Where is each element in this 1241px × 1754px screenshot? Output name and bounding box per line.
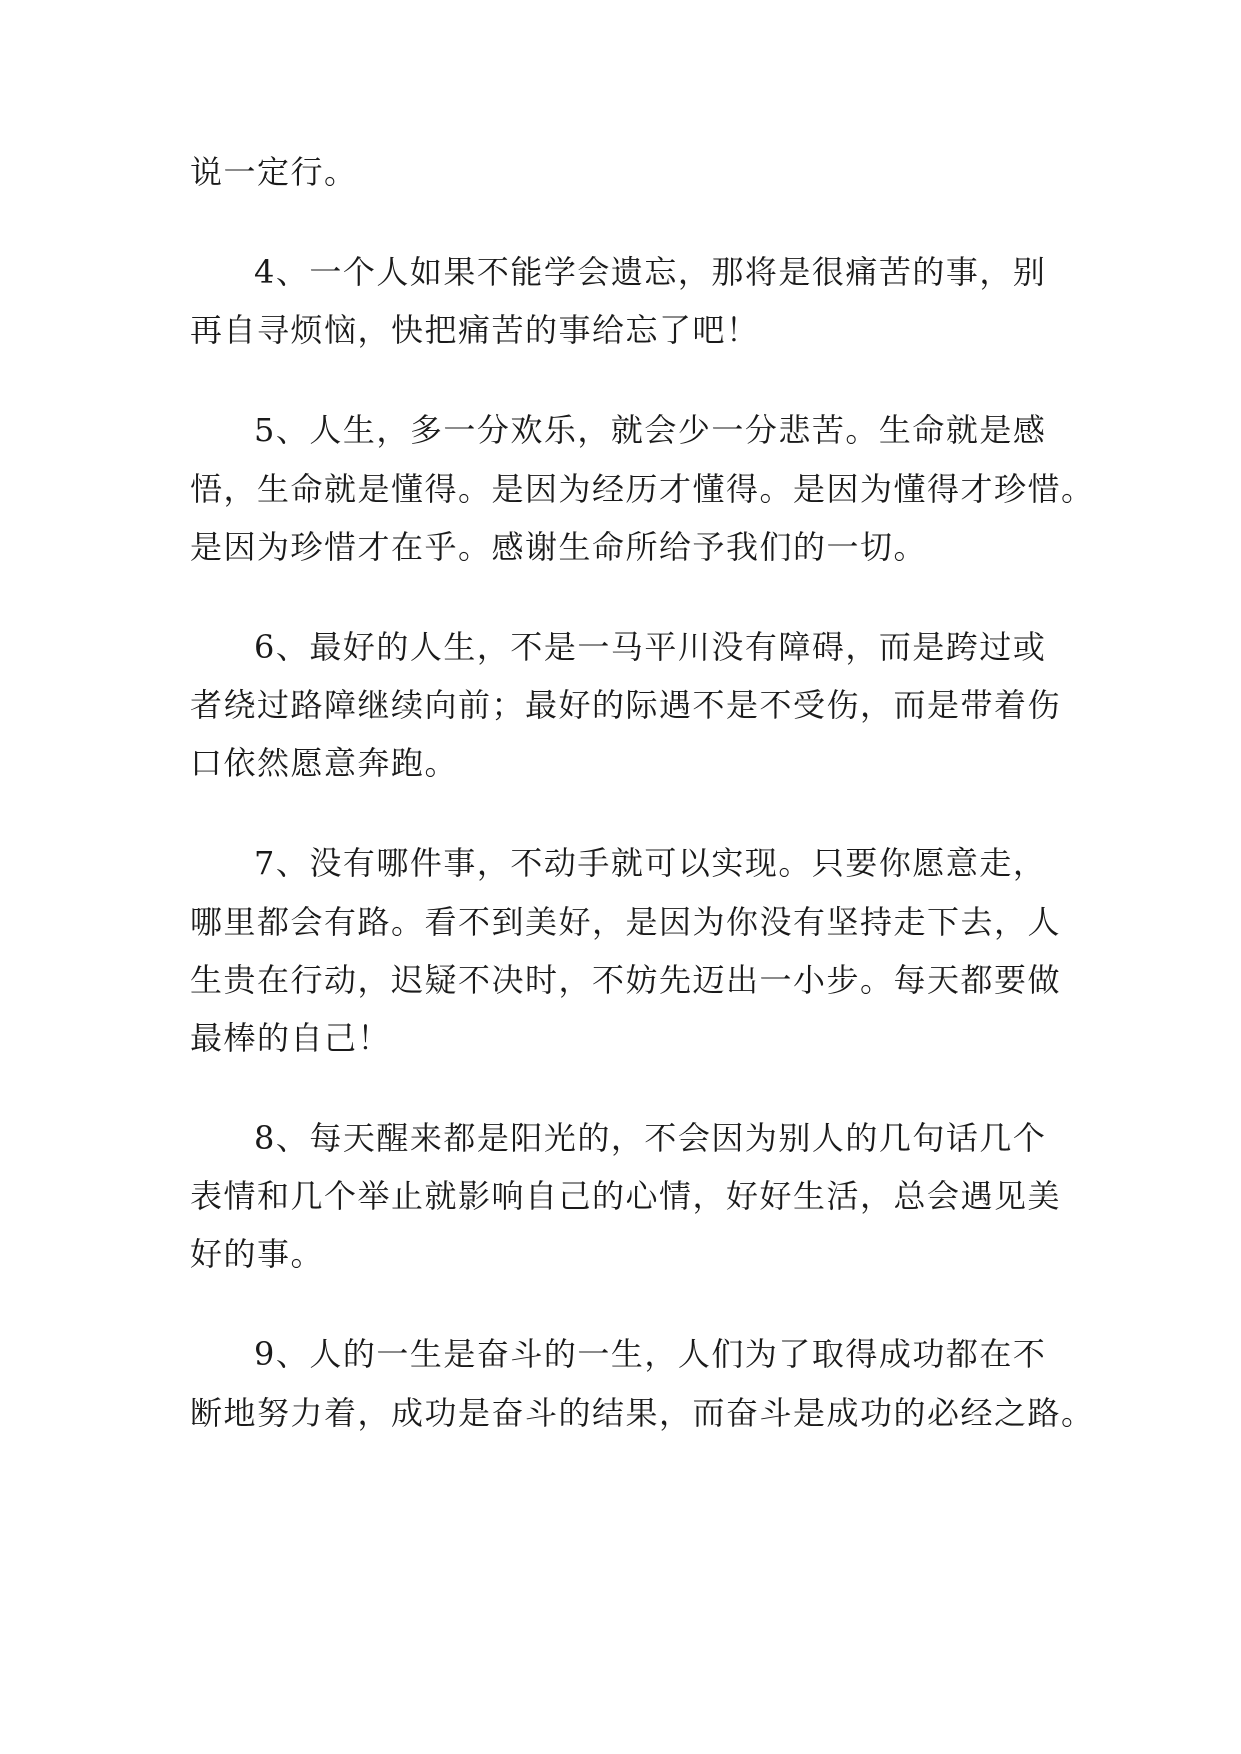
text-line: 最棒的自己！: [190, 1019, 392, 1057]
text-line: 是因为珍惜才在乎。感谢生命所给予我们的一切。: [190, 528, 928, 566]
text-line: 者绕过路障继续向前；最好的际遇不是不受伤，而是带着伤: [190, 686, 1062, 724]
text-line: 5、人生，多一分欢乐，就会少一分悲苦。生命就是感: [254, 411, 1047, 449]
text-line: 生贵在行动，迟疑不决时，不妨先迈出一小步。每天都要做: [190, 961, 1062, 999]
text-line: 好的事。: [190, 1235, 325, 1273]
text-line: 7、没有哪件事，不动手就可以实现。只要你愿意走，: [254, 844, 1047, 882]
text-line: 再自寻烦恼，快把痛苦的事给忘了吧！: [190, 311, 760, 349]
text-line: 表情和几个举止就影响自己的心情，好好生活，总会遇见美: [190, 1177, 1062, 1215]
text-line: 6、最好的人生，不是一马平川没有障碍，而是跨过或: [254, 628, 1047, 666]
text-line: 说一定行。: [190, 153, 358, 191]
text-line: 断地努力着，成功是奋斗的结果，而奋斗是成功的必经之路。: [190, 1394, 1095, 1432]
text-line: 9、人的一生是奋斗的一生，人们为了取得成功都在不: [254, 1335, 1047, 1373]
text-line: 哪里都会有路。看不到美好，是因为你没有坚持走下去，人: [190, 903, 1062, 941]
text-line: 口依然愿意奔跑。: [190, 744, 459, 782]
text-line: 4、一个人如果不能学会遗忘，那将是很痛苦的事，别: [254, 253, 1047, 291]
text-line: 8、每天醒来都是阳光的，不会因为别人的几句话几个: [254, 1119, 1047, 1157]
text-line: 悟，生命就是懂得。是因为经历才懂得。是因为懂得才珍惜。: [190, 470, 1095, 508]
